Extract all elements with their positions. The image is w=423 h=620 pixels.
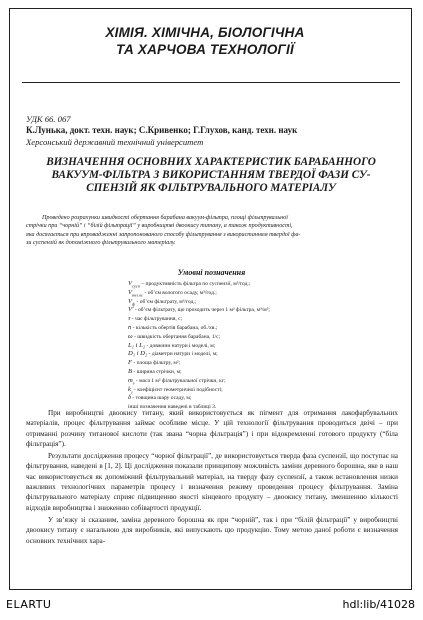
- notation-symbol: δ: [128, 394, 132, 402]
- notation-subscript: вол.ос: [132, 292, 144, 298]
- notation-item: [128, 280, 408, 289]
- notation-symbol: F: [128, 359, 133, 367]
- university: Херсонський державний технічний університет: [26, 137, 204, 147]
- notation-subscript: ф: [132, 300, 136, 306]
- notation-item: [128, 289, 408, 298]
- udk-code: УДК 66. 067: [26, 114, 71, 124]
- abstract-line: Проведено розрахунки швидкості обертання барабана вакуум-фільтра, площі фільтрувальної: [42, 215, 288, 221]
- notation-item: [128, 298, 408, 307]
- abstract: [26, 214, 398, 248]
- notation-symbol: ω: [128, 332, 133, 340]
- notation-subscript: з: [132, 380, 135, 386]
- article-title: ВИЗНАЧЕННЯ ОСНОВНИХ ХАРАКТЕРИСТИК БАРАБАННОГО ВАКУУМ-ФІЛЬТРА З ВИКОРИСТАННЯМ ТВЕРДОЇ ФАЗИ СУ-СПЕНЗІЙ ЯК ФІЛЬТРУВАЛЬНОГО МАТЕРІАЛУ: [46, 156, 376, 194]
- authors: К.Лунька, докт. техн. наук; С.Кривенко; Г.Глухов, канд. техн. наук: [26, 125, 298, 135]
- journal-title-line-2: ТА ХАРЧОВА ТЕХНОЛОГІЇ: [116, 42, 294, 57]
- notation-symbol: V': [128, 306, 134, 314]
- notation-description: - об’єм фільтрату, м³/год.;: [135, 298, 197, 305]
- notation-description: - ширина стрічки, м;: [132, 368, 182, 375]
- article-body: [26, 408, 398, 548]
- notation-item: [128, 342, 408, 351]
- notation-description: - маса 1 м² фільтрувальної стрічки, кг;: [134, 377, 226, 384]
- notation-description: - швидкість обертання барабана, 1/с;: [132, 333, 221, 340]
- notation-symbol: D₁ і D₂: [128, 350, 148, 358]
- notation-symbol: n: [128, 323, 132, 331]
- header-rule: [22, 82, 400, 83]
- notation-item: [128, 359, 408, 368]
- notation-item: [128, 306, 408, 315]
- notation-symbol: B: [128, 367, 133, 375]
- handle-label: hdl:lib/41028: [342, 598, 415, 611]
- repository-label: ELARTU: [6, 598, 52, 611]
- notation-symbol: $V_ф$: [128, 297, 136, 306]
- notation-item: [128, 315, 408, 324]
- notation-description: - товщина шару осаду, м;: [131, 395, 192, 402]
- notation-description: - діаметри натури і моделі, м;: [147, 351, 218, 358]
- body-paragraph: Результати дослідження процесу “чорної фільтрації”, де використовується тверда фаза суспензії, що поступає на фільтрування, наведені в [1, 2]. Ці дослідження показали принципову можливість заміни деревного борошна, яке в наш час використовується як допоміжний фільтрувальний матеріал, на тверду фазу суспензії, а також встановлення низки важливих технологічних параметрів процесу і визначення режиму проведення процесу фільтрування. Заміна фільтрувального матеріалу сприяє підвищенню якості кінцевого продукту – двоокису титану, зменшенню кількості відходів виробництва і зниженню собівартості продукції.: [26, 452, 398, 512]
- notation-symbol: $m_з$: [128, 376, 135, 386]
- notation-item: [128, 324, 408, 333]
- notation-description: - довжини натури і моделі, м;: [145, 342, 216, 349]
- notation-item: [128, 386, 408, 395]
- notation-list: [128, 280, 408, 412]
- notation-description: - час фільтрування, с;: [130, 316, 183, 323]
- notation-description: - коефіцієнт геометричної подібності;: [132, 386, 223, 393]
- notation-item: [128, 350, 408, 359]
- notation-item: [128, 333, 408, 342]
- abstract-line: яка досягається при впровадженні запропонованого способу фільтрування з використанням твердої фа-: [26, 231, 301, 238]
- notation-symbol: $V_{вол.ос}$: [128, 288, 144, 298]
- notation-description: - об’єм фільтрату, що проходить через 1 м² фільтра, м³/м²;: [133, 307, 270, 314]
- body-paragraph: У зв’язку зі сказаним, заміна деревного борошна як при “чорній”, так і при “білій фільтрації” у виробництві двоокису титану є нагальною для виробників, які випускають цю продукцію. Тому метою даної роботи є визначення основних технічних хара-: [26, 515, 398, 545]
- body-paragraph: При виробництві двоокису титану, який використовується як пігмент для отримання лакофарбувальних матеріалів, процес фільтрування займає особливе місце. У цій технології фільтрування проводиться двічі – при отриманні розчину титанової кислоти (так звана “чорна фільтрація”) і при відокремленні готового продукту (“біла фільтрація”).: [26, 409, 398, 448]
- notation-description: - площа фільтру, м²;: [132, 360, 180, 367]
- notation-subscript: сусп: [132, 283, 141, 289]
- notation-symbol: τ: [128, 315, 131, 323]
- notation-item: [128, 377, 408, 386]
- notation-description: інші позначення наведені в таблиці 3.: [128, 404, 217, 411]
- abstract-line: зи суспензій як допоміжного фільтрувального матеріалу.: [26, 240, 176, 247]
- notation-description: – продуктивність фільтра по суспензії, м³/год.;: [140, 281, 251, 287]
- journal-header: [40, 24, 370, 58]
- notation-symbol: $k_г$: [128, 385, 133, 394]
- abstract-line: стрічки при “чорній” і “білій фільтрації” у виробництві двоокису титану, а також продуктивності,: [26, 223, 293, 230]
- notation-symbol: L₁ і L₂: [128, 341, 146, 349]
- notation-item: [128, 394, 408, 403]
- notation-symbol: $V_{сусп}$: [128, 280, 141, 289]
- notation-description: - кількість обертів барабана, об./хв.;: [131, 324, 218, 331]
- notation-heading: Умовні позначення: [177, 268, 246, 277]
- notation-description: - об’єм вологого осаду, м³/год.;: [143, 289, 217, 296]
- notation-item: [128, 368, 408, 377]
- notation-subscript: г: [130, 388, 133, 394]
- journal-title-line-1: ХІМІЯ. ХІМІЧНА, БІОЛОГІЧНА: [105, 25, 305, 40]
